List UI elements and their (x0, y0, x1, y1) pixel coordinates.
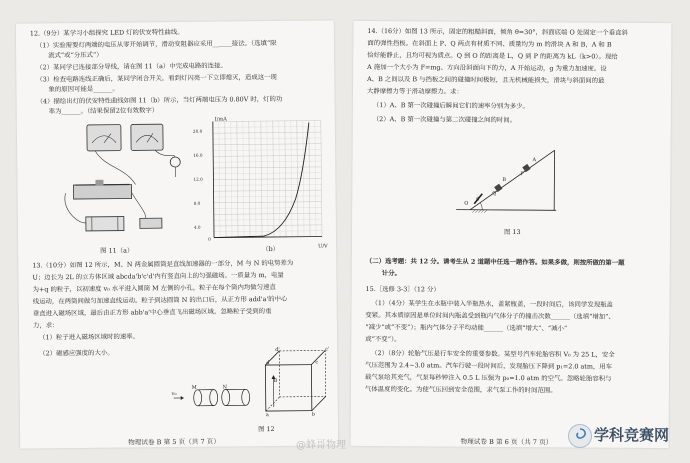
q12-line: （3）检查电路连线正确后，某同学闭合开关，看到灯闪亮一下立即熄灭，造成这一现 (36, 72, 277, 84)
q13-line: （2）磁感应强度的大小。 (39, 348, 114, 358)
q14-line: 14.（16分）如图 13 所示，固定的粗糙斜面，倾角 θ=30°，斜面底端 O 处固定一个垂直斜 (367, 26, 628, 37)
label-dp: d' (275, 346, 280, 353)
incline-figure (452, 130, 563, 227)
q15-line: 载气泵给其充气，气泵每秒钟注入 0.5 L 压强为 p₀=1.0 atm 的空气。忽略轮胎容积与 (364, 372, 612, 383)
graph-y-unit: I/mA (214, 116, 227, 123)
q15-line: “减少”或“不变”）；瓶内气体分子平均动能______（选填“增大”、“减小” (365, 322, 568, 333)
label-b: b (311, 411, 316, 418)
label-v0: v₀ (171, 391, 177, 398)
fig12-caption: 图 12 (258, 424, 275, 434)
label-c: c (315, 359, 319, 366)
label-q: Q (492, 190, 497, 197)
q14-line: 面的弹性挡板。在斜面上 P、Q 两点有材质不同、质量均为 m 的滑块 A 和 B，A 和 B (367, 38, 612, 49)
q15-line: （2）（8分）轮胎气压是行车安全的重要参数。某型号汽车轮胎容积 V₀ 为 25 L，安全 (371, 349, 615, 359)
label-m: M (191, 384, 197, 391)
label-theta: θ (476, 196, 480, 203)
q14-line: A、B 之间以及 B 与挡板之间的碰撞时间极短，且无机械能损失，滑块与斜面间的最 (367, 74, 605, 85)
q13-line: 13.（10分）如图 12 所示，M、N 两金属圆筒是直线加速器的一部分，M 与 N 的电势差为 (32, 258, 294, 270)
label-bfield: B (273, 377, 278, 384)
switch (140, 218, 162, 228)
q14-line: （1）A、B 第一次碰撞后瞬间它们的速率分别为多少。 (372, 101, 529, 111)
label-b: B (502, 176, 507, 183)
page-footer: 物理试卷 B 第 6 页（共 7 页） (460, 437, 553, 447)
hatch-line (484, 210, 487, 213)
hatch-line (478, 210, 481, 213)
q15-header: 15.［选修 3-3］（12 分） (365, 284, 440, 294)
iu-curve-graph (203, 118, 332, 247)
label-a: A (532, 157, 537, 164)
q12-line: 象的原因可能是______。 (48, 84, 119, 94)
q12-line: 率为______。（结果保留2位有效数字） (48, 106, 159, 116)
magnetic-cube (265, 365, 311, 411)
page-footer: 物理试卷 B 第 5 页（共 7 页） (128, 437, 220, 447)
label-o: O (464, 200, 469, 207)
watermark-logo (568, 424, 592, 448)
rheostat (73, 184, 131, 199)
graph-x-unit: U/V (318, 243, 328, 250)
q12-line: （1）实验需要灯两端的电压从零开始调节，滑动变阻器应采用______接法。（选填“限 (35, 38, 277, 50)
watermark-left: @蜂哥物理 (296, 440, 346, 451)
graph-y-tick: 12.0 (193, 176, 203, 182)
q15-line: 或“不变”）。 (365, 334, 401, 344)
section2-line: 计分。 (381, 269, 401, 278)
graph-y-tick: 8.0 (193, 200, 201, 206)
watermark-right: 学科竞赛网 (594, 426, 670, 444)
exam-page-right (351, 21, 672, 448)
hatch-line (481, 210, 484, 213)
ammeter (87, 125, 121, 151)
label-p: P (520, 171, 524, 178)
q15-line: （1）（4分）某学生在水瓶中装入半瓶热水，盖紧瓶盖，一段时间后，该同学发现瓶盖 (371, 299, 613, 309)
incline-surface (470, 150, 554, 211)
q13-line: U；边长为 2L 的立方体区域 abcda'b'c'd'内有竖直向上的匀强磁场。一质量为 m，电量 (32, 270, 284, 282)
q13-line: 力，求： (32, 321, 59, 330)
accelerator-cube-figure (169, 336, 330, 428)
q15-line: 变紧。其本质原因是单位时间内瓶盖受到瓶内气体分子的撞击次数______（选填“增加”、 (365, 310, 615, 321)
label-n: N (222, 384, 228, 391)
swirl-icon (569, 425, 591, 447)
fig11a-caption: 图 11（a） (100, 246, 134, 255)
q12-line: （2）某同学已连接部分导线，请在图 11（a）中完成电路的连接。 (36, 61, 227, 72)
q12-line: 流式”或“分压式”） (48, 50, 103, 60)
q13-line: 为+q 的粒子，以初速度 v₀ 水平进入圆筒 M 左侧的小孔。粒子在每个筒内均做匀速直 (32, 282, 276, 294)
q15-line: 气体温度的变化。为使气压回到安全范围，求气泵工作的时间范围。 (364, 384, 557, 395)
graph-y-tick: 16.0 (193, 152, 203, 158)
q13-line: 垂直进入磁场区域，最后由正方形 abb'a'中心垂直飞出磁场区域。忽略粒子受到的重 (32, 307, 272, 318)
led-lamp (170, 157, 180, 167)
circuit-apparatus-figure (65, 122, 186, 243)
exam-page-left (16, 20, 338, 448)
q12-line: （4）描绘出灯的伏安特性曲线如图 11（b）所示，当灯两端电压为 0.80V 时，灯的功 (36, 94, 283, 106)
q14-line: （2）A、B 第一次碰撞与第二次碰撞之间的时间。 (372, 115, 517, 125)
fig11b-caption: （b） (262, 244, 280, 254)
label-cp: c' (325, 346, 330, 353)
fig13-caption: 图 13 (503, 227, 521, 237)
graph-y-tick: 4.0 (193, 224, 201, 230)
q14-line: 大静摩擦力等于滑动摩擦力。求： (366, 86, 463, 96)
tube-m (194, 390, 202, 406)
label-a: a (265, 412, 269, 419)
q14-line: A 施加一个大小为 F=mg、方向沿斜面向下的力，A 开始运动，g 为重力加速度。设 (367, 62, 607, 73)
label-d: d (266, 360, 270, 367)
q13-line: （1）粒子进入磁场区域时的速率。 (39, 332, 140, 342)
hatch-line (472, 210, 475, 213)
q13-line: 线运动，在两筒间做匀加速直线运动。粒子到达圆筒 N 的出口后，从正方形 add'a'的中心 (32, 294, 288, 306)
voltmeter (131, 124, 163, 150)
graph-y-tick: 20.0 (192, 128, 203, 134)
q14-line: 恰好能静止，且均可视为质点。Q 到 O 的距离是 L，Q 到 P 的距离为 kL（k>0）。现给 (367, 50, 618, 61)
q12-line: 12.（9分）某学习小组探究 LED 灯的伏安特性曲线。 (29, 27, 184, 38)
tube-n (222, 389, 230, 405)
q15-line: 气压范围为 2.4~3.0 atm。汽车行驶一段时间后，发现胎压下降到 p₁=2.0 atm，用车 (365, 360, 613, 371)
section2-line: （二）选考题：共 12 分。请考生从 2 道题中任选一题作答。如果多做，则按所做的第一题 (365, 256, 625, 267)
hatch-line (475, 210, 478, 213)
graph-origin: 0 (208, 236, 211, 242)
